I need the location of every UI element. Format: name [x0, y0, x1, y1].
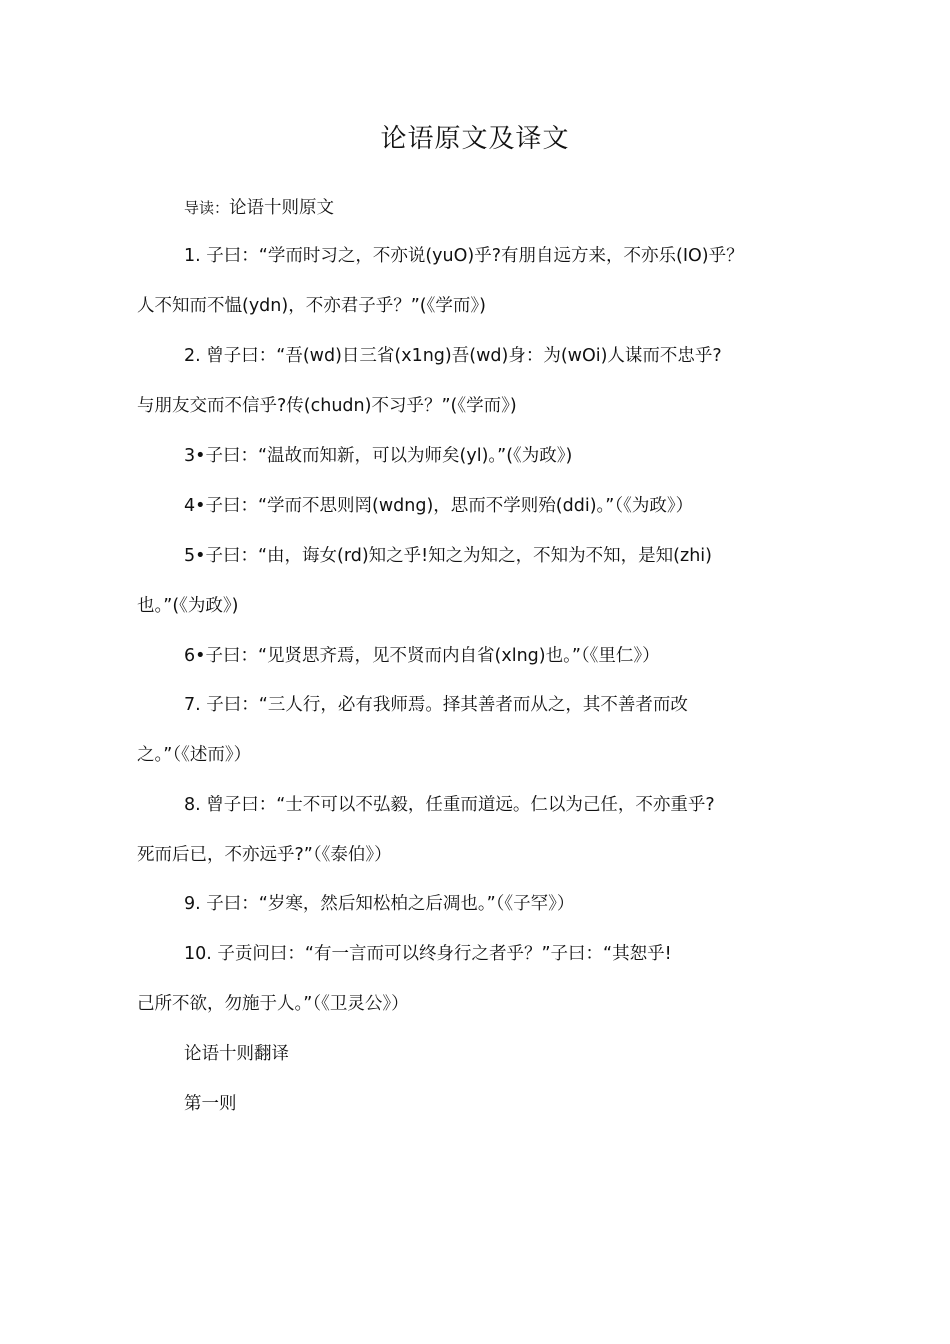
text-line-11: 之。”（《述而》）: [137, 745, 252, 765]
document-title: 论语原文及译文: [380, 124, 570, 154]
text-line-16: 己所不欲，勿施于人。”（《卫灵公》）: [137, 994, 409, 1014]
text-line-3: 2. 曾子曰：“吾(wd)日三省(x1ng)吾(wd)身：为(wOi)人谋而不忠乎?: [184, 346, 722, 366]
intro-line: [184, 195, 334, 221]
section-heading-first: 第一则: [184, 1094, 237, 1114]
text-line-10: 7. 子曰：“三人行，必有我师焉。择其善者而从之，其不善者而改: [184, 695, 688, 715]
text-line-1: 1. 子曰：“学而时习之，不亦说(yuO)乎?有朋自远方来，不亦乐(IO)乎？: [184, 246, 744, 266]
text-line-7: 5•子曰：“由，诲女(rd)知之乎!知之为知之，不知为不知，是知(zhi): [184, 546, 712, 566]
section-heading-translation: 论语十则翻译: [184, 1044, 289, 1064]
text-line-6: 4•子曰：“学而不思则罔(wdng)，思而不学则殆(ddi)。”（《为政》）: [184, 496, 694, 516]
text-line-12: 8. 曾子曰：“士不可以不弘毅，任重而道远。仁以为己任，不亦重乎?: [184, 795, 715, 815]
text-line-5: 3•子曰：“温故而知新，可以为师矣(yl)。”(《为政》): [184, 446, 573, 466]
intro-label: 导读：: [184, 199, 230, 217]
text-line-4: 与朋友交而不信乎?传(chudn)不习乎？”(《学而》): [137, 396, 517, 416]
text-line-2: 人不知而不愠(ydn)，不亦君子乎？”(《学而》): [137, 296, 486, 316]
text-line-13: 死而后已，不亦远乎?”（《泰伯》）: [137, 845, 392, 865]
text-line-14: 9. 子曰：“岁寒，然后知松柏之后凋也。”（《子罕》）: [184, 894, 575, 914]
text-line-8: 也。”(《为政》): [137, 596, 239, 616]
text-line-9: 6•子曰：“见贤思齐焉，见不贤而内自省(xlng)也。”（《里仁》）: [184, 646, 660, 666]
intro-text: 论语十则原文: [229, 198, 335, 218]
text-line-15: 10. 子贡问曰：“有一言而可以终身行之者乎？”子曰：“其恕乎!: [184, 944, 672, 964]
